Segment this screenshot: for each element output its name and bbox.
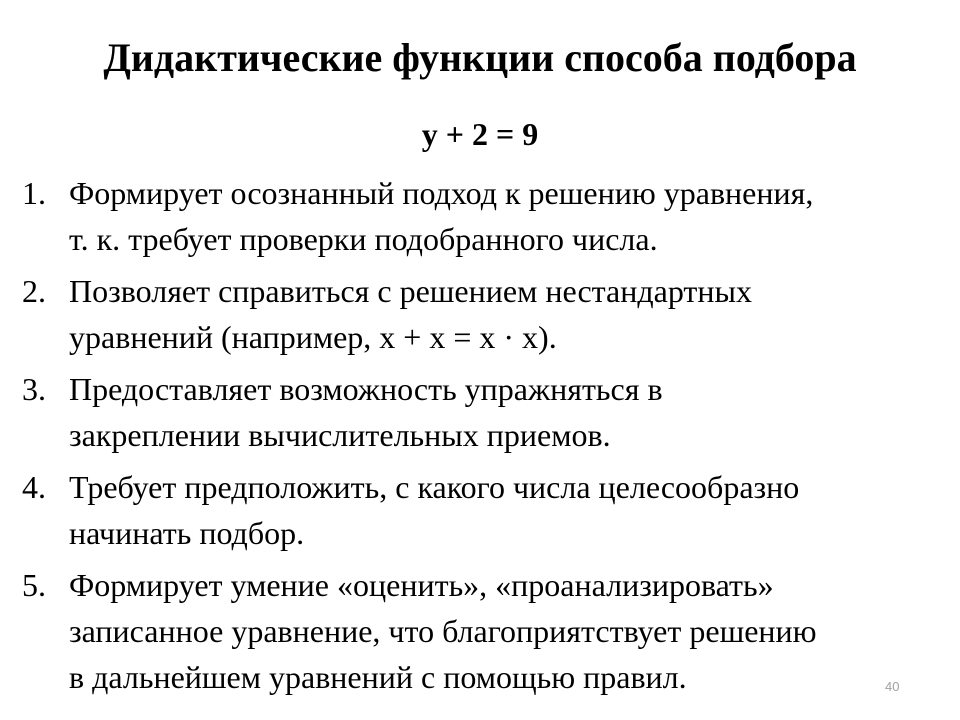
list-item (22, 464, 942, 556)
list-item (22, 562, 942, 700)
list-item-line: Требует предположить, с какого числа целесообразно (69, 469, 800, 505)
list-item-line: закреплении вычислительных приемов. (69, 417, 611, 453)
equation: y + 2 = 9 (421, 116, 539, 152)
list-item (22, 268, 942, 360)
list-item-line: Формирует осознанный подход к решению уравнения, (69, 175, 814, 211)
list-item-number: 4. (22, 469, 46, 505)
list-item-line: в дальнейшем уравнений с помощью правил. (69, 659, 687, 695)
list-item-line: начинать подбор. (69, 515, 305, 551)
list-item-number: 3. (22, 371, 46, 407)
list-item-line: Формирует умение «оценить», «проанализировать» (69, 567, 774, 603)
list-item-line: уравнений (например, х + х = х · х). (69, 319, 557, 355)
list-item-number: 5. (22, 567, 46, 603)
list-item (22, 366, 942, 458)
list-item-line: т. к. требует проверки подобранного числа. (69, 221, 658, 257)
numbered-list (22, 170, 942, 700)
list-item-line: Позволяет справиться с решением нестандартных (69, 273, 753, 309)
list-item (22, 170, 942, 262)
list-item-number: 2. (22, 273, 46, 309)
page-number: 40 (885, 679, 900, 694)
list-item-line: Предоставляет возможность упражняться в (69, 371, 663, 407)
list-item-line: записанное уравнение, что благоприятствует решению (69, 613, 817, 649)
slide-title: Дидактические функции способа подбора (103, 35, 857, 80)
list-item-number: 1. (22, 175, 46, 211)
